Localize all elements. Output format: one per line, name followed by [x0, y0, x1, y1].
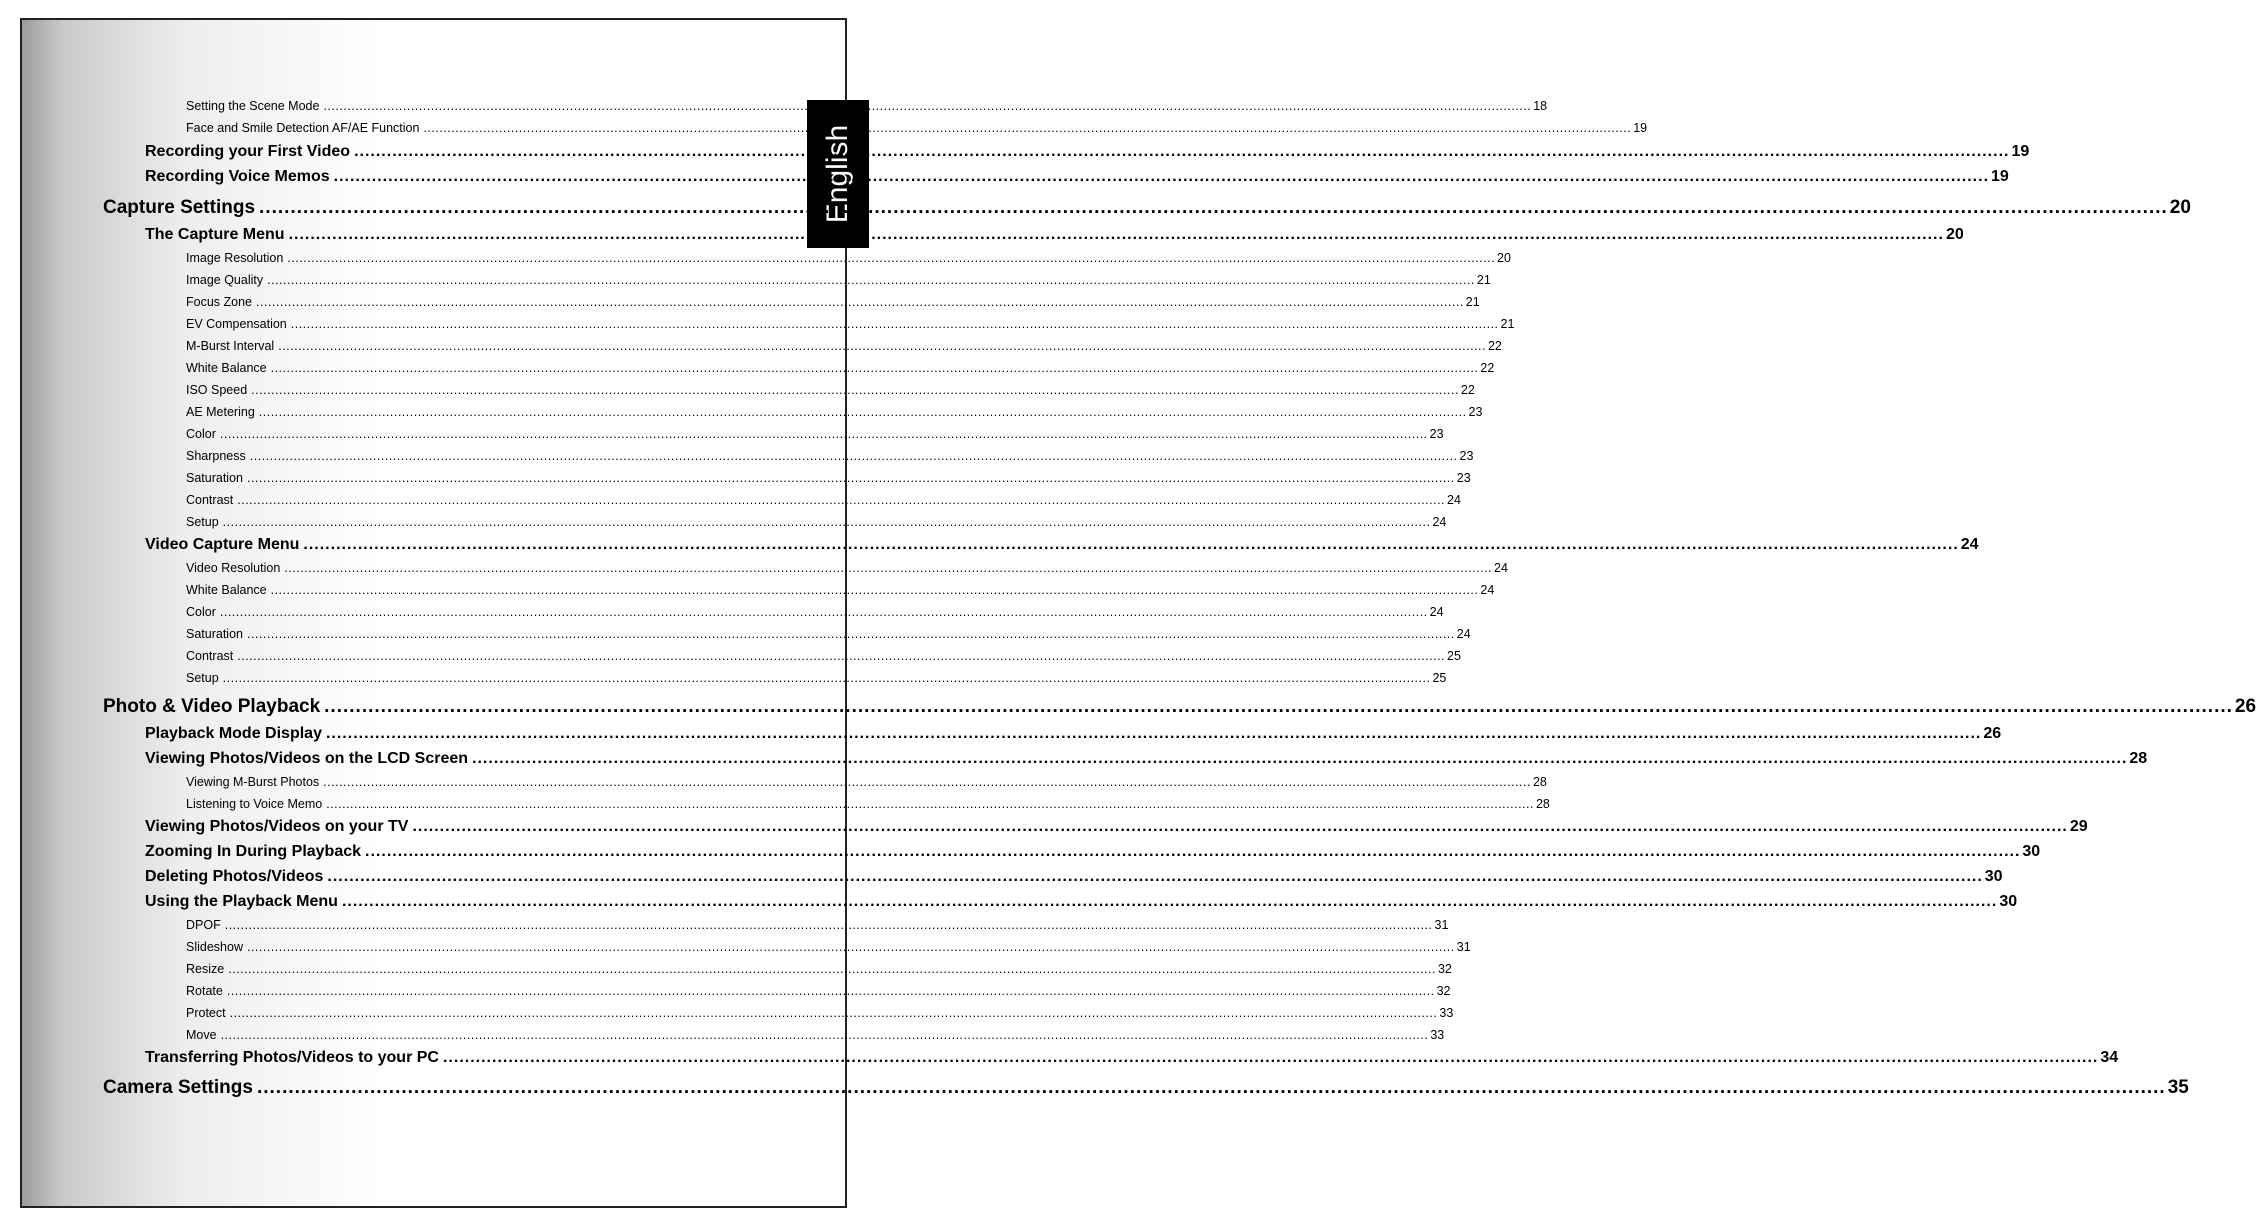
- toc-entry[interactable]: [186, 405, 1483, 419]
- toc-leader-dots: ................................................................................................................................................................................................................................................................................................................: [267, 273, 1475, 287]
- toc-entry-title: Zooming In During Playback: [145, 843, 362, 860]
- toc-entry-page: 20: [1945, 226, 1964, 243]
- toc-entry[interactable]: [103, 696, 2256, 717]
- toc-leader-dots: ................................................................................................................................................................................................................................................................................................................: [412, 818, 2068, 835]
- toc-entry[interactable]: [145, 843, 2041, 860]
- toc-entry-page: 22: [1460, 383, 1475, 397]
- toc-entry[interactable]: [186, 561, 1508, 575]
- toc-entry[interactable]: [103, 1077, 2189, 1098]
- toc-entry-title: Color: [186, 605, 216, 619]
- toc-entry-title: Transferring Photos/Videos to your PC: [145, 1049, 439, 1066]
- toc-entry-page: 24: [1960, 536, 1979, 553]
- toc-entry-page: 24: [1480, 583, 1495, 597]
- toc-leader-dots: ................................................................................................................................................................................................................................................................................................................: [229, 1006, 1438, 1020]
- toc-entry-page: 21: [1476, 273, 1491, 287]
- toc-leader-dots: ................................................................................................................................................................................................................................................................................................................: [219, 605, 1428, 619]
- toc-leader-dots: ................................................................................................................................................................................................................................................................................................................: [237, 649, 1446, 663]
- toc-entry-page: 28: [2129, 750, 2148, 767]
- toc-entry-title: Video Resolution: [186, 561, 281, 575]
- toc-leader-dots: ................................................................................................................................................................................................................................................................................................................: [341, 893, 1998, 910]
- toc-entry[interactable]: [145, 143, 2030, 160]
- toc-entry[interactable]: [145, 226, 1964, 243]
- toc-entry-title: Move: [186, 1028, 217, 1042]
- toc-leader-dots: ................................................................................................................................................................................................................................................................................................................: [222, 671, 1431, 685]
- toc-entry[interactable]: [186, 1006, 1454, 1020]
- toc-entry[interactable]: [186, 383, 1475, 397]
- toc-entry-title: Image Resolution: [186, 251, 284, 265]
- toc-entry-title: Rotate: [186, 984, 223, 998]
- toc-entry-page: 24: [1494, 561, 1508, 575]
- toc-leader-dots: ................................................................................................................................................................................................................................................................................................................: [256, 295, 1464, 309]
- toc-entry-page: 33: [1430, 1028, 1445, 1042]
- toc-entry[interactable]: [145, 750, 2148, 767]
- toc-leader-dots: ................................................................................................................................................................................................................................................................................................................: [423, 121, 1632, 135]
- toc-entry-title: Contrast: [186, 649, 234, 663]
- toc-leader-dots: ................................................................................................................................................................................................................................................................................................................: [324, 696, 2233, 717]
- toc-entry[interactable]: [145, 893, 2018, 910]
- toc-entry[interactable]: [186, 605, 1444, 619]
- toc-entry[interactable]: [186, 984, 1451, 998]
- toc-entry-page: 23: [1459, 449, 1474, 463]
- toc-leader-dots: ................................................................................................................................................................................................................................................................................................................: [278, 339, 1486, 353]
- toc-entry-page: 23: [1456, 471, 1471, 485]
- toc-entry[interactable]: [186, 361, 1495, 375]
- toc-entry-page: 29: [2069, 818, 2088, 835]
- toc-entry[interactable]: [186, 583, 1495, 597]
- toc-entry-page: 24: [1447, 493, 1461, 507]
- toc-entry-title: Listening to Voice Memo: [186, 797, 323, 811]
- toc-leader-dots: ................................................................................................................................................................................................................................................................................................................: [246, 471, 1455, 485]
- toc-entry-title: EV Compensation: [186, 317, 287, 331]
- toc-entry[interactable]: [186, 918, 1449, 932]
- toc-entry[interactable]: [186, 797, 1550, 811]
- toc-entry[interactable]: [145, 818, 2088, 835]
- toc-entry-title: Sharpness: [186, 449, 246, 463]
- toc-leader-dots: ................................................................................................................................................................................................................................................................................................................: [220, 1028, 1429, 1042]
- toc-leader-dots: ................................................................................................................................................................................................................................................................................................................: [259, 197, 2168, 218]
- toc-entry-title: Video Capture Menu: [145, 536, 300, 553]
- toc-entry-page: 33: [1439, 1006, 1454, 1020]
- toc-entry-title: Focus Zone: [186, 295, 253, 309]
- toc-entry-page: 22: [1480, 361, 1495, 375]
- toc-entry-page: 24: [1456, 627, 1471, 641]
- toc-entry-title: Camera Settings: [103, 1077, 253, 1098]
- toc-leader-dots: ................................................................................................................................................................................................................................................................................................................: [270, 361, 1479, 375]
- toc-entry-title: Contrast: [186, 493, 234, 507]
- toc-entry[interactable]: [186, 962, 1452, 976]
- toc-entry-page: 18: [1533, 99, 1548, 113]
- toc-entry[interactable]: [103, 197, 2191, 218]
- toc-entry-page: 21: [1465, 295, 1480, 309]
- toc-entry-page: 23: [1468, 405, 1483, 419]
- toc-entry-title: AE Metering: [186, 405, 255, 419]
- toc-leader-dots: ................................................................................................................................................................................................................................................................................................................: [246, 940, 1455, 954]
- toc-entry-title: Saturation: [186, 471, 243, 485]
- toc-entry-title: Setting the Scene Mode: [186, 99, 320, 113]
- toc-entry-title: Resize: [186, 962, 225, 976]
- toc-leader-dots: ................................................................................................................................................................................................................................................................................................................: [237, 493, 1446, 507]
- toc-entry[interactable]: [186, 649, 1461, 663]
- toc-entry[interactable]: [186, 339, 1502, 353]
- toc-entry-page: 32: [1436, 984, 1451, 998]
- toc-entry-page: 30: [2022, 843, 2041, 860]
- toc-leader-dots: ................................................................................................................................................................................................................................................................................................................: [365, 843, 2021, 860]
- toc-entry-page: 24: [1429, 605, 1444, 619]
- toc-leader-dots: ................................................................................................................................................................................................................................................................................................................: [333, 168, 1990, 185]
- toc-entry-title: Photo & Video Playback: [103, 696, 321, 717]
- toc-leader-dots: ................................................................................................................................................................................................................................................................................................................: [258, 405, 1467, 419]
- toc-entry-page: 26: [1983, 725, 2002, 742]
- toc-entry-title: Protect: [186, 1006, 226, 1020]
- toc-leader-dots: ................................................................................................................................................................................................................................................................................................................: [270, 583, 1479, 597]
- toc-entry-page: 25: [1432, 671, 1447, 685]
- toc-entry-title: Color: [186, 427, 216, 441]
- toc-entry-page: 23: [1429, 427, 1444, 441]
- toc-leader-dots: ................................................................................................................................................................................................................................................................................................................: [246, 627, 1455, 641]
- toc-entry-page: 21: [1500, 317, 1515, 331]
- toc-entry-title: DPOF: [186, 918, 221, 932]
- toc-entry[interactable]: [145, 868, 2003, 885]
- toc-leader-dots: ................................................................................................................................................................................................................................................................................................................: [354, 143, 2010, 160]
- toc-entry[interactable]: [145, 168, 2009, 185]
- toc-entry-page: 25: [1447, 649, 1461, 663]
- toc-entry-page: 19: [1991, 168, 2009, 185]
- toc-entry[interactable]: [186, 671, 1447, 685]
- toc-entry[interactable]: [145, 536, 1979, 553]
- toc-entry-page: 34: [2100, 1049, 2119, 1066]
- toc-leader-dots: ................................................................................................................................................................................................................................................................................................................: [327, 868, 1983, 885]
- toc-entry-title: Recording your First Video: [145, 143, 351, 160]
- toc-leader-dots: ................................................................................................................................................................................................................................................................................................................: [303, 536, 1959, 553]
- toc-entry-title: Recording Voice Memos: [145, 168, 330, 185]
- toc-entry-title: Viewing Photos/Videos on your TV: [145, 818, 409, 835]
- toc-leader-dots: ................................................................................................................................................................................................................................................................................................................: [323, 99, 1532, 113]
- toc-entry-page: 30: [1999, 893, 2018, 910]
- toc-entry-title: Playback Mode Display: [145, 725, 322, 742]
- toc-leader-dots: ................................................................................................................................................................................................................................................................................................................: [442, 1049, 2099, 1066]
- toc-entry-page: 35: [2167, 1077, 2189, 1098]
- toc-entry-page: 22: [1487, 339, 1502, 353]
- toc-entry-title: ISO Speed: [186, 383, 248, 397]
- toc-entry-page: 32: [1437, 962, 1452, 976]
- toc-entry-page: 31: [1456, 940, 1471, 954]
- toc-entry-title: White Balance: [186, 583, 267, 597]
- toc-entry[interactable]: [186, 295, 1480, 309]
- toc-entry[interactable]: [186, 449, 1474, 463]
- toc-entry-page: 19: [1633, 121, 1648, 135]
- toc-entry-page: 19: [2011, 143, 2030, 160]
- toc-entry-page: 26: [2234, 696, 2256, 717]
- toc-entry[interactable]: [145, 725, 2002, 742]
- toc-entry[interactable]: [186, 775, 1547, 789]
- toc-leader-dots: ................................................................................................................................................................................................................................................................................................................: [472, 750, 2128, 767]
- toc-leader-dots: ................................................................................................................................................................................................................................................................................................................: [284, 561, 1493, 575]
- toc-entry-page: 20: [2169, 197, 2191, 218]
- toc-leader-dots: ................................................................................................................................................................................................................................................................................................................: [288, 226, 1944, 243]
- toc-entry[interactable]: [186, 251, 1511, 265]
- language-tab-label: English: [821, 124, 854, 224]
- toc-entry-page: 24: [1432, 515, 1447, 529]
- toc-leader-dots: ................................................................................................................................................................................................................................................................................................................: [290, 317, 1499, 331]
- toc-entry[interactable]: [186, 493, 1461, 507]
- toc-leader-dots: ................................................................................................................................................................................................................................................................................................................: [224, 918, 1433, 932]
- toc-entry[interactable]: [186, 515, 1447, 529]
- toc-leader-dots: ................................................................................................................................................................................................................................................................................................................: [287, 251, 1496, 265]
- toc-entry-page: 31: [1434, 918, 1449, 932]
- toc-entry-title: Face and Smile Detection AF/AE Function: [186, 121, 420, 135]
- toc-leader-dots: ................................................................................................................................................................................................................................................................................................................: [222, 515, 1431, 529]
- toc-entry-page: 30: [1984, 868, 2003, 885]
- toc-entry[interactable]: [145, 1049, 2119, 1066]
- toc-leader-dots: ................................................................................................................................................................................................................................................................................................................: [251, 383, 1459, 397]
- toc-entry[interactable]: [186, 99, 1548, 113]
- toc-entry-title: Viewing M-Burst Photos: [186, 775, 320, 789]
- toc-entry[interactable]: [186, 627, 1471, 641]
- toc-entry[interactable]: [186, 940, 1471, 954]
- toc-entry-title: Slideshow: [186, 940, 243, 954]
- toc-leader-dots: ................................................................................................................................................................................................................................................................................................................: [228, 962, 1436, 976]
- toc-entry-title: Deleting Photos/Videos: [145, 868, 324, 885]
- toc-entry-title: The Capture Menu: [145, 226, 285, 243]
- toc-entry-title: M-Burst Interval: [186, 339, 275, 353]
- toc-leader-dots: ................................................................................................................................................................................................................................................................................................................: [325, 725, 1982, 742]
- toc-entry[interactable]: [186, 121, 1648, 135]
- toc-entry-page: 28: [1535, 797, 1550, 811]
- toc-entry-title: Viewing Photos/Videos on the LCD Screen: [145, 750, 469, 767]
- toc-leader-dots: ................................................................................................................................................................................................................................................................................................................: [226, 984, 1435, 998]
- toc-entry-title: White Balance: [186, 361, 267, 375]
- toc-entry-title: Using the Playback Menu: [145, 893, 338, 910]
- toc-entry-title: Image Quality: [186, 273, 264, 287]
- toc-entry[interactable]: [186, 1028, 1445, 1042]
- toc-leader-dots: ................................................................................................................................................................................................................................................................................................................: [326, 797, 1534, 811]
- toc-leader-dots: ................................................................................................................................................................................................................................................................................................................: [219, 427, 1428, 441]
- toc-entry-title: Setup: [186, 671, 219, 685]
- toc-entry[interactable]: [186, 273, 1491, 287]
- toc-entry-page: 28: [1532, 775, 1547, 789]
- toc-leader-dots: ................................................................................................................................................................................................................................................................................................................: [256, 1077, 2166, 1098]
- toc-leader-dots: ................................................................................................................................................................................................................................................................................................................: [323, 775, 1531, 789]
- toc-entry-page: 20: [1497, 251, 1511, 265]
- toc-entry[interactable]: [186, 471, 1471, 485]
- toc-leader-dots: ................................................................................................................................................................................................................................................................................................................: [249, 449, 1458, 463]
- toc-entry[interactable]: [186, 427, 1444, 441]
- toc-entry-title: Capture Settings: [103, 197, 256, 218]
- toc-entry-title: Saturation: [186, 627, 243, 641]
- toc-entry[interactable]: [186, 317, 1515, 331]
- toc-entry-title: Setup: [186, 515, 219, 529]
